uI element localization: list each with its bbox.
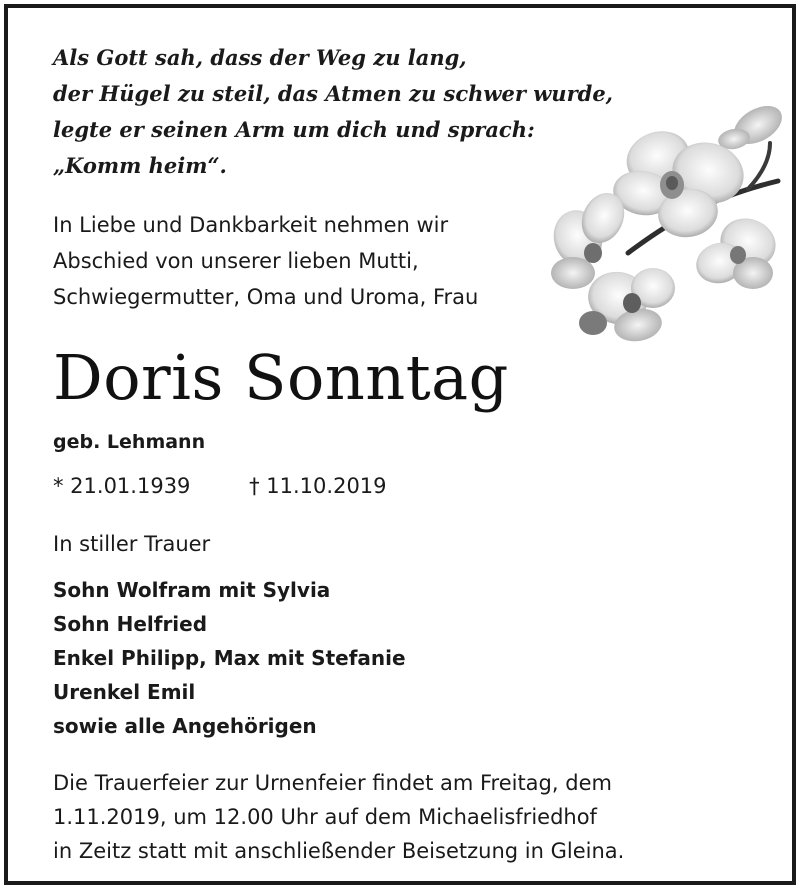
intro-line: In Liebe und Dankbarkeit nehmen wir [53, 213, 449, 237]
maiden-name: geb. Lehmann [53, 431, 206, 453]
mourners-list [53, 573, 406, 743]
mourner-item: sowie alle Angehörigen [53, 714, 317, 738]
mourner-item: Enkel Philipp, Max mit Stefanie [53, 646, 406, 670]
intro-text [53, 207, 573, 315]
mourner-item: Sohn Helfried [53, 612, 208, 636]
mourning-label: In stiller Trauer [53, 532, 211, 556]
funeral-info [53, 766, 753, 868]
intro-line: Schwiegermutter, Oma und Uroma, Frau [53, 285, 479, 309]
intro-line: Abschied von unserer lieben Mutti, [53, 249, 419, 273]
funeral-line: 1.11.2019, um 12.00 Uhr auf dem Michaelisfriedhof [53, 805, 597, 829]
life-dates [53, 470, 387, 502]
mourner-item: Sohn Wolfram mit Sylvia [53, 578, 331, 602]
funeral-line: in Zeitz statt mit anschließender Beisetzung in Gleina. [53, 839, 625, 863]
verse-line: „Komm heim“. [53, 153, 227, 178]
verse-line: Als Gott sah, dass der Weg zu lang, [53, 45, 467, 70]
birth-date: * 21.01.1939 [53, 474, 191, 498]
deceased-name: Doris Sonntag [53, 341, 509, 414]
orchid-icon [548, 103, 788, 348]
death-date: † 11.10.2019 [249, 474, 387, 498]
verse-line: legte er seinen Arm um dich und sprach: [53, 117, 535, 142]
obituary-frame [4, 4, 796, 885]
mourner-item: Urenkel Emil [53, 680, 196, 704]
verse-line: der Hügel zu steil, das Atmen zu schwer wurde, [53, 81, 613, 106]
funeral-line: Die Trauerfeier zur Urnenfeier findet am Freitag, dem [53, 771, 612, 795]
